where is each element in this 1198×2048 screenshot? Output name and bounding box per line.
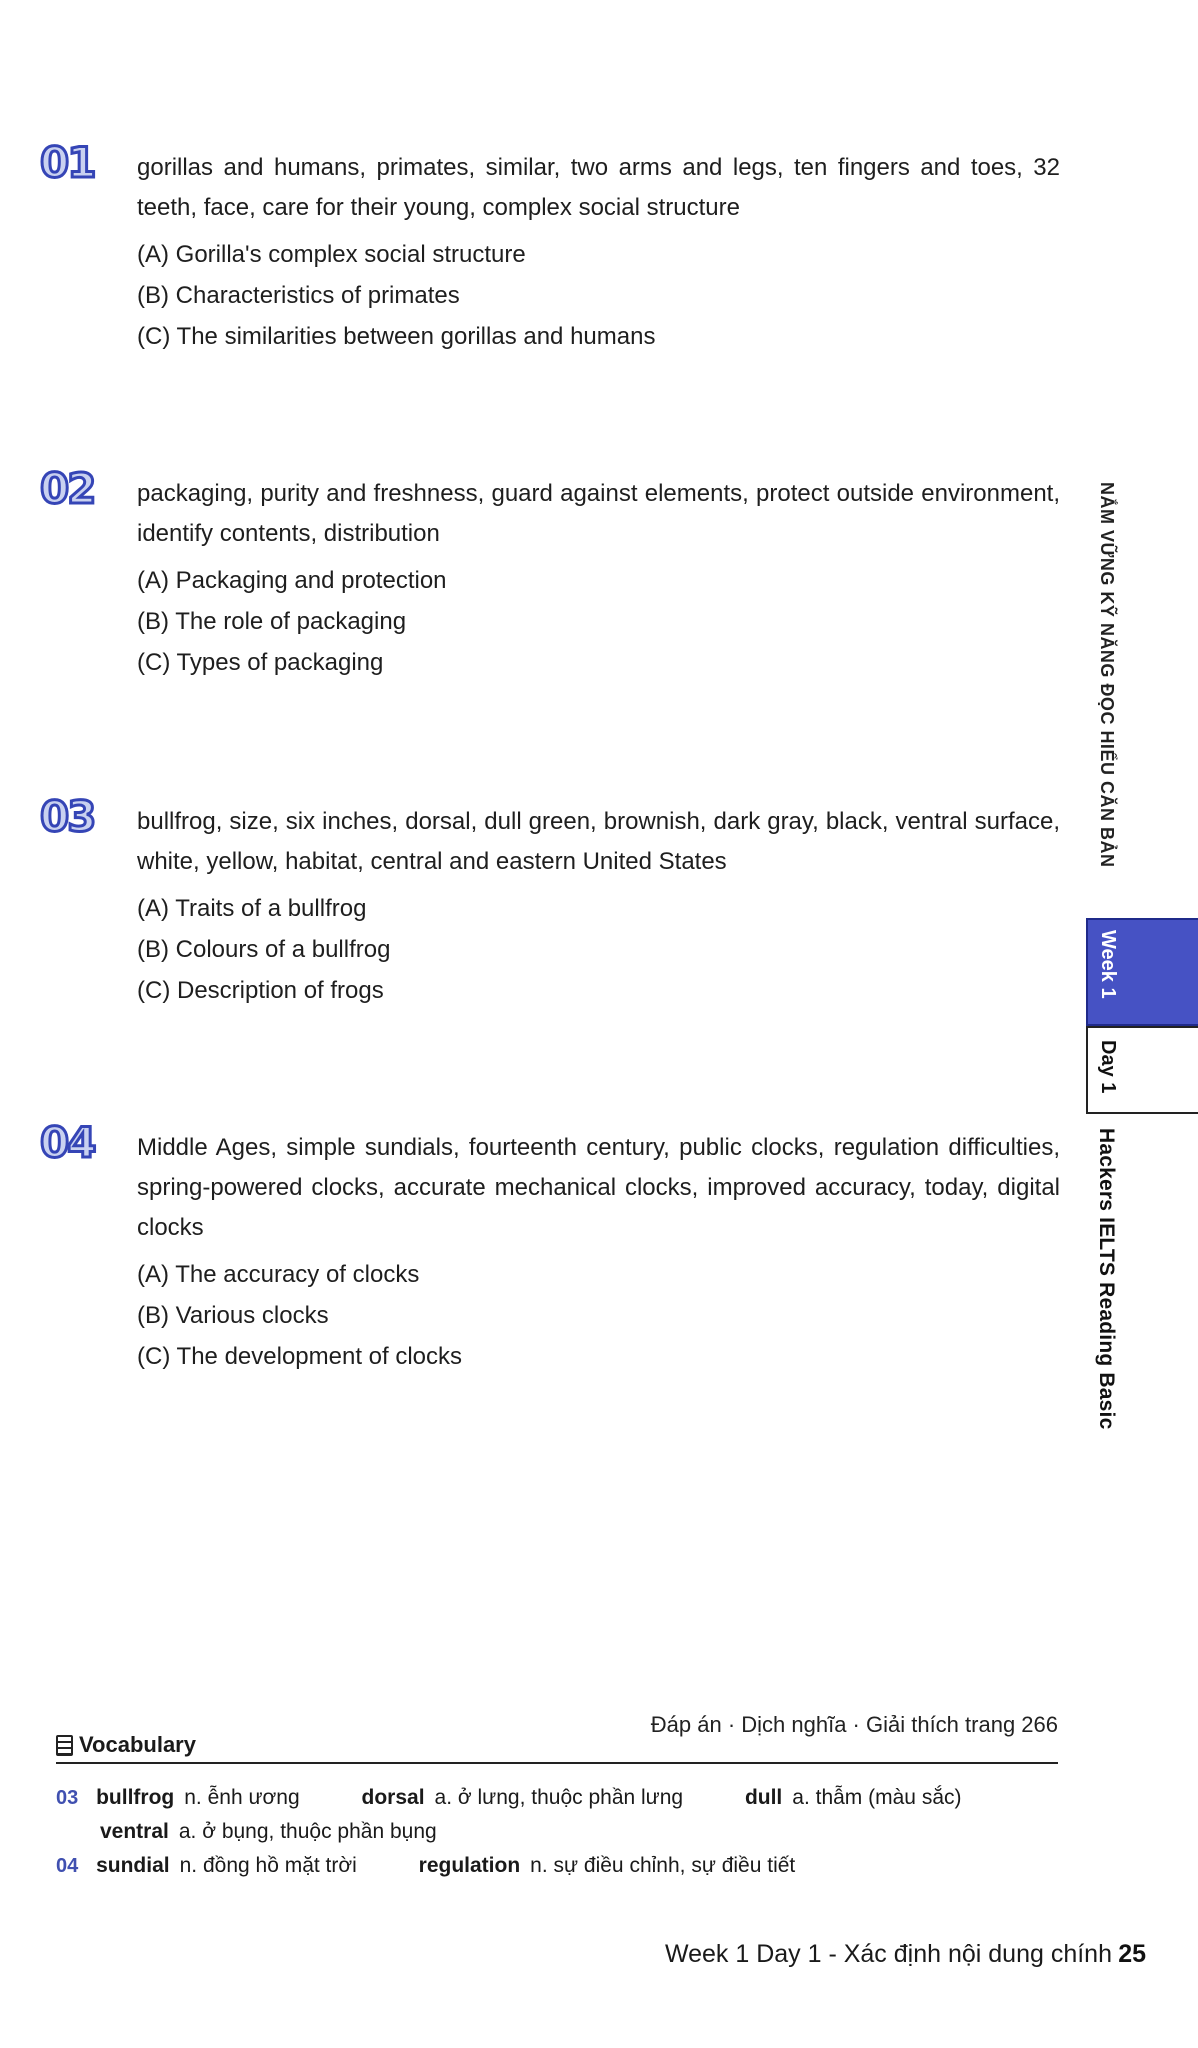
page-footer-title: Week 1 Day 1 - Xác định nội dung chính	[664, 1940, 1112, 1968]
question-options	[137, 1254, 1060, 1377]
question-number: 01	[40, 138, 95, 187]
vocab-definition: n. đồng hồ mặt trời	[179, 1854, 357, 1877]
question-keywords: Middle Ages, simple sundials, fourteenth century, public clocks, regulation difficulties, spring-powered clocks, accurate mechanical clocks, improved accuracy, today, digital clocks	[137, 1134, 1060, 1241]
answer-reference: Đáp án · Dịch nghĩa · Giải thích trang 266	[650, 1712, 1058, 1737]
vocabulary-divider	[56, 1762, 1058, 1764]
option-c[interactable]: (C) The development of clocks	[137, 1343, 463, 1370]
option-a[interactable]: (A) Traits of a bullfrog	[137, 895, 367, 922]
day-tab-label: Day 1	[1097, 1040, 1119, 1094]
vocab-definition: a. ở lưng, thuộc phần lưng	[434, 1786, 684, 1809]
question-options	[137, 560, 1060, 683]
side-section-label: NẮM VỮNG KỸ NĂNG ĐỌC HIỂU CĂN BẢN	[1097, 482, 1117, 868]
option-b[interactable]: (B) Characteristics of primates	[137, 282, 460, 309]
question-keywords: gorillas and humans, primates, similar, two arms and legs, ten fingers and toes, 32 teeth, face, care for their young, complex social structure	[137, 154, 1060, 221]
question-number: 02	[40, 464, 95, 513]
vocab-definition: n. sự điều chỉnh, sự điều tiết	[530, 1854, 796, 1877]
vocab-question-number: 04	[56, 1855, 79, 1877]
vocab-question-number: 03	[56, 1787, 79, 1809]
vocab-definition: a. ở bụng, thuộc phần bụng	[178, 1820, 437, 1843]
vocab-term: ventral	[100, 1820, 169, 1843]
option-a[interactable]: (A) The accuracy of clocks	[137, 1261, 420, 1288]
vocabulary-line	[100, 1820, 493, 1844]
option-b[interactable]: (B) Colours of a bullfrog	[137, 936, 391, 963]
question-number: 03	[40, 792, 95, 841]
question-02	[40, 464, 1060, 683]
question-keywords: bullfrog, size, six inches, dorsal, dull green, brownish, dark gray, black, ventral surface, white, yellow, habitat, central and eastern United States	[137, 808, 1060, 875]
vocab-term: bullfrog	[96, 1786, 175, 1809]
vocabulary-header	[56, 1732, 196, 1758]
question-options	[137, 888, 1060, 1011]
vocab-definition: n. ễnh ương	[184, 1786, 300, 1809]
option-a[interactable]: (A) Gorilla's complex social structure	[137, 241, 526, 268]
option-c[interactable]: (C) Description of frogs	[137, 977, 384, 1004]
option-a[interactable]: (A) Packaging and protection	[137, 567, 447, 594]
option-b[interactable]: (B) Various clocks	[137, 1302, 329, 1329]
vocab-term: dorsal	[361, 1786, 425, 1809]
book-title: Hackers IELTS Reading Basic	[1095, 1128, 1118, 1430]
page-number: 25	[1118, 1940, 1146, 1968]
notebook-icon	[56, 1735, 73, 1756]
vocabulary-line	[56, 1786, 1018, 1810]
option-c[interactable]: (C) The similarities between gorillas and humans	[137, 323, 656, 350]
option-b[interactable]: (B) The role of packaging	[137, 608, 407, 635]
question-03	[40, 792, 1060, 1011]
vocab-definition: a. thẫm (màu sắc)	[792, 1786, 962, 1809]
question-number: 04	[40, 1118, 95, 1167]
vocabulary-title: Vocabulary	[79, 1732, 196, 1757]
week-tab-label: Week 1	[1097, 930, 1119, 999]
option-c[interactable]: (C) Types of packaging	[137, 649, 384, 676]
vocab-term: regulation	[418, 1854, 521, 1877]
question-04	[40, 1118, 1060, 1377]
vocab-term: sundial	[96, 1854, 170, 1877]
vocab-term: dull	[744, 1786, 783, 1809]
question-keywords: packaging, purity and freshness, guard against elements, protect outside environment, identify contents, distribution	[137, 480, 1060, 547]
question-options	[137, 234, 1060, 357]
vocabulary-line	[56, 1854, 851, 1878]
question-01	[40, 138, 1060, 357]
